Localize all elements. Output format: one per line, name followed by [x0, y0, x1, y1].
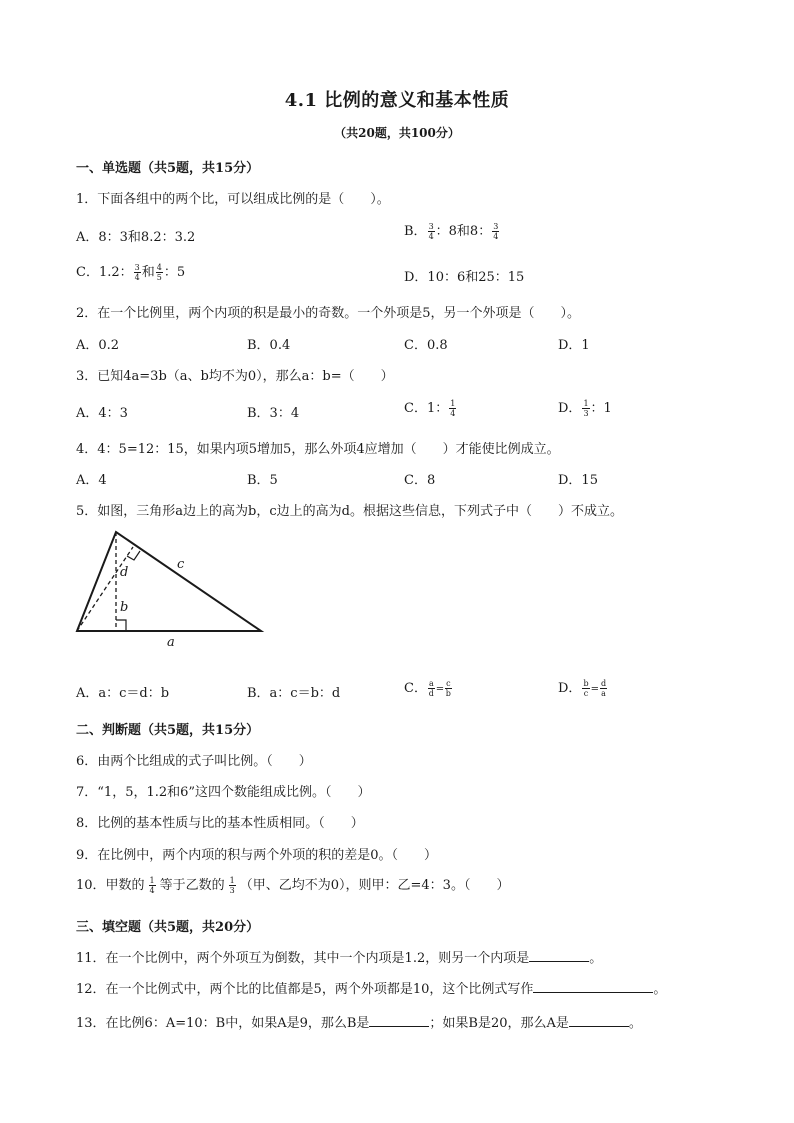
- q2-option-a: A．0.2: [76, 338, 120, 353]
- q3-option-b: B．3：4: [247, 406, 300, 421]
- section-heading-fill-in: 三、填空题（共5题，共20分）: [76, 920, 260, 935]
- label-c: c: [177, 557, 185, 572]
- q12-text: 12．在一个比例式中，两个比的比值都是5，两个外项都是10，这个比例式写作: [76, 982, 534, 997]
- question-12: [76, 978, 666, 997]
- q2-option-c: C．0.8: [404, 338, 448, 353]
- q13-answer-blank-1[interactable]: [369, 1014, 429, 1027]
- fraction-numerator: c: [446, 679, 451, 688]
- question-1: 1．下面各组中的两个比，可以组成比例的是（ ）。: [76, 192, 390, 207]
- fraction-numerator: 4: [156, 263, 162, 272]
- fraction-denominator: 3: [583, 409, 589, 418]
- q1-option-b-fraction-1: [428, 222, 435, 241]
- fraction-numerator: 1: [450, 399, 456, 408]
- fraction-denominator: 4: [149, 886, 155, 895]
- q11-suffix: 。: [589, 951, 603, 966]
- q1-option-c: [76, 261, 185, 282]
- fraction-denominator: 3: [229, 886, 235, 895]
- right-angle-mark-b: [116, 620, 126, 631]
- q13-suffix: 。: [628, 1016, 642, 1031]
- q3-option-c: [404, 397, 457, 418]
- fraction-denominator: 4: [428, 232, 434, 241]
- label-b: b: [120, 600, 129, 615]
- fraction-numerator: 3: [493, 222, 499, 231]
- q4-option-a: A．4: [76, 473, 107, 488]
- q2-option-d: D．1: [558, 338, 590, 353]
- fraction-numerator: 3: [134, 263, 140, 272]
- question-2: 2．在一个比例里，两个内项的积是最小的奇数。一个外项是5，另一个外项是（ ）。: [76, 306, 581, 321]
- q5-option-a: A．a：c＝d：b: [76, 686, 170, 701]
- fraction-numerator: 1: [583, 399, 589, 408]
- q5-option-d: [558, 677, 608, 698]
- q4-option-c: C．8: [404, 473, 436, 488]
- triangle-figure: [70, 528, 270, 648]
- q5-option-d-prefix: D．: [558, 681, 582, 696]
- page-title: 4.1 比例的意义和基本性质: [284, 90, 510, 111]
- fraction-numerator: d: [600, 679, 607, 688]
- fraction-numerator: a: [428, 679, 434, 688]
- q5-option-b: B．a：c＝b：d: [247, 686, 341, 701]
- q3-option-d-fraction: [582, 399, 589, 418]
- question-6: 6．由两个比组成的式子叫比例。（ ）: [76, 754, 312, 769]
- fraction-denominator: a: [601, 689, 606, 698]
- q5-option-c-prefix: C．: [404, 681, 427, 696]
- question-8: 8．比例的基本性质与比的基本性质相同。（ ）: [76, 816, 364, 831]
- fraction-numerator: 1: [229, 876, 235, 885]
- q5-option-d-fraction-1: [582, 679, 589, 698]
- question-3: 3．已知4a=3b（a、b均不为0），那么a：b=（ ）: [76, 369, 394, 384]
- q3-option-d-prefix: D．: [558, 401, 582, 416]
- fraction-denominator: 4: [493, 232, 499, 241]
- q12-answer-blank[interactable]: [533, 980, 653, 993]
- q3-option-d: [558, 397, 612, 418]
- q1-option-c-middle: 和: [141, 265, 155, 280]
- question-10: [76, 874, 509, 895]
- q13-middle: ；如果B是20，那么A是: [429, 1016, 569, 1031]
- q11-answer-blank[interactable]: [529, 949, 589, 962]
- q13-text: 13．在比例6：A=10：B中，如果A是9，那么B是: [76, 1016, 370, 1031]
- q1-option-c-fraction-2: [156, 263, 163, 282]
- q3-option-c-fraction: [449, 399, 456, 418]
- q1-option-c-prefix: C．1.2：: [76, 265, 133, 280]
- fraction-denominator: 5: [156, 273, 162, 282]
- fraction-denominator: 4: [450, 409, 456, 418]
- q1-option-c-fraction-1: [134, 263, 141, 282]
- question-9: 9．在比例中，两个内项的积与两个外项的积的差是0。（ ）: [76, 848, 438, 863]
- fraction-denominator: c: [583, 689, 589, 698]
- q10-suffix: （甲、乙均不为0），则甲：乙=4：3。（ ）: [239, 878, 510, 893]
- q5-option-d-fraction-2: [600, 679, 607, 698]
- q10-middle: 等于乙数的: [159, 878, 225, 893]
- q10-prefix: 10．甲数的: [76, 878, 145, 893]
- label-d: d: [120, 565, 129, 580]
- q10-fraction-2: [229, 876, 236, 895]
- equals-sign: =: [590, 684, 599, 695]
- q1-option-b: [404, 220, 500, 241]
- q1-option-b-prefix: B．: [404, 224, 427, 239]
- triangle-outline: [77, 532, 261, 631]
- fraction-denominator: d: [428, 689, 434, 698]
- question-13: [76, 1012, 642, 1031]
- question-5: 5．如图，三角形a边上的高为b，c边上的高为d。根据这些信息，下列式子中（ ）不成立。: [76, 504, 623, 519]
- q3-option-c-prefix: C．1：: [404, 401, 449, 416]
- q4-option-b: B．5: [247, 473, 278, 488]
- page-subtitle: （共20题，共100分）: [334, 126, 460, 140]
- q3-option-a: A．4：3: [76, 406, 128, 421]
- equals-sign: =: [435, 684, 445, 695]
- q3-option-d-suffix: ：1: [590, 401, 612, 416]
- q13-answer-blank-2[interactable]: [569, 1014, 629, 1027]
- fraction-numerator: 1: [149, 876, 155, 885]
- question-11: [76, 947, 602, 966]
- q1-option-c-suffix: ：5: [163, 265, 186, 280]
- question-4: 4．4：5=12：15，如果内项5增加5，那么外项4应增加（ ）才能使比例成立。: [76, 442, 560, 457]
- section-heading-true-false: 二、判断题（共5题，共15分）: [76, 723, 260, 738]
- q5-option-c-fraction-1: [428, 679, 435, 698]
- q10-fraction-1: [149, 876, 156, 895]
- q1-option-a: A．8：3和8.2：3.2: [76, 230, 196, 245]
- question-7: 7．“1，5，1.2和6”这四个数能组成比例。（ ）: [76, 785, 371, 800]
- section-heading-single-choice: 一、单选题（共5题，共15分）: [76, 161, 260, 176]
- q4-option-d: D．15: [558, 473, 598, 488]
- q5-option-c-fraction-2: [445, 679, 451, 698]
- fraction-numerator: 3: [428, 222, 434, 231]
- q12-suffix: 。: [653, 982, 667, 997]
- label-a: a: [167, 635, 175, 648]
- fraction-denominator: b: [445, 689, 451, 698]
- q2-option-b: B．0.4: [247, 338, 291, 353]
- q1-option-b-fraction-2: [492, 222, 499, 241]
- q1-option-b-middle: ：8和8：: [435, 224, 492, 239]
- fraction-denominator: 4: [134, 273, 140, 282]
- q11-text: 11．在一个比例中，两个外项互为倒数，其中一个内项是1.2，则另一个内项是: [76, 951, 530, 966]
- fraction-numerator: b: [583, 679, 589, 688]
- q1-option-d: D．10：6和25：15: [404, 270, 525, 285]
- q5-option-c: [404, 677, 453, 698]
